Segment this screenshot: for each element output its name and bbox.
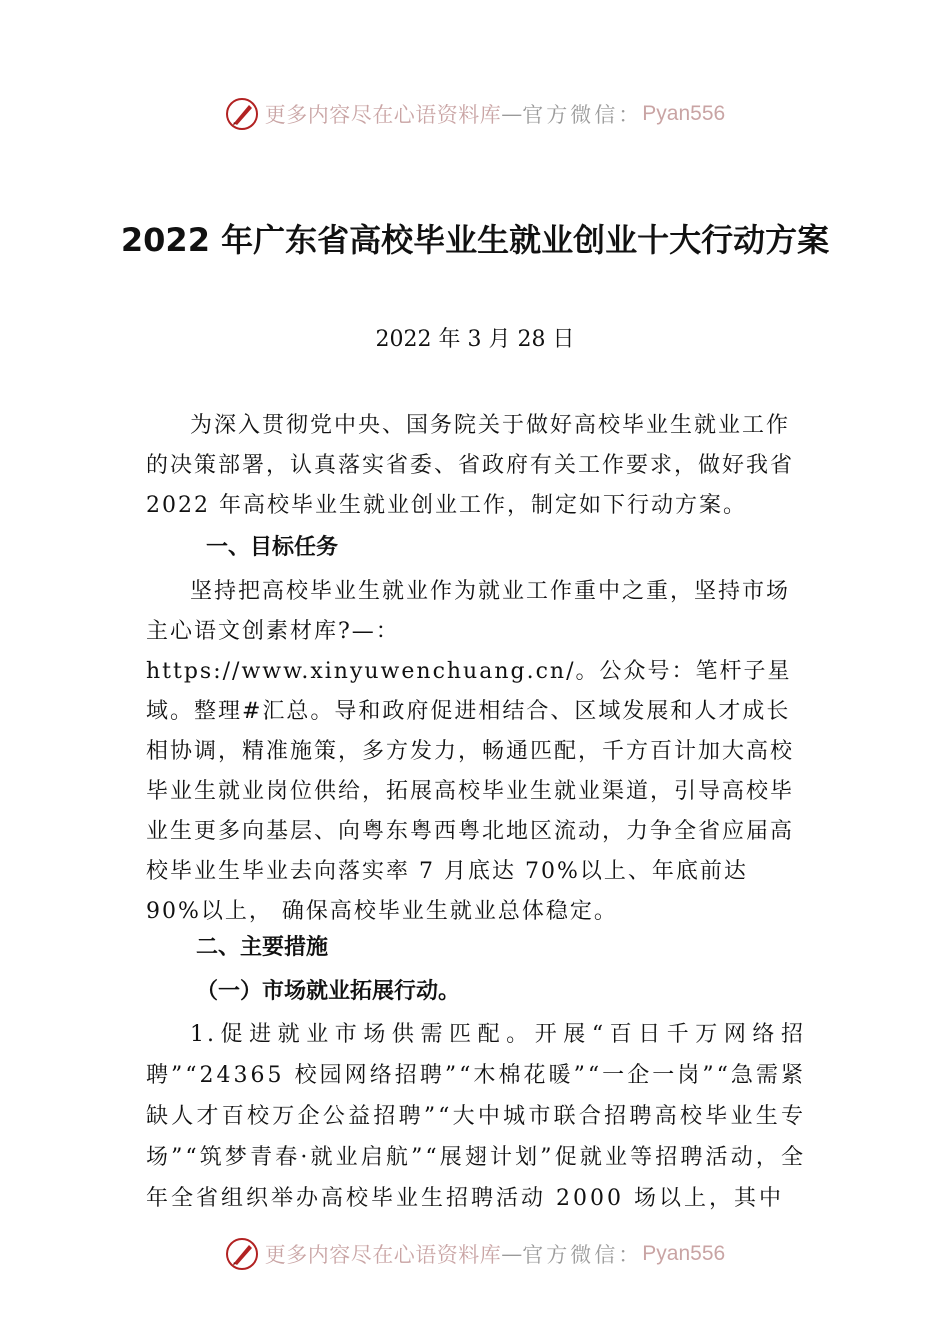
intro-paragraph: 为深入贯彻党中央、国务院关于做好高校毕业生就业工作的决策部署，认真落实省委、省政府有关工作要求，做好我省 2022 年高校毕业生就业创业工作，制定如下行动方案。 bbox=[146, 413, 795, 518]
watermark-text: 更多内容尽在心语资料库 bbox=[264, 1243, 502, 1267]
watermark-separator: — bbox=[501, 1242, 523, 1266]
watermark-separator: — bbox=[501, 102, 523, 126]
pen-seal-icon bbox=[225, 97, 259, 131]
watermark-id: Pyan556 bbox=[642, 1242, 726, 1265]
document-title: 2022 年广东省高校毕业生就业创业十大行动方案 bbox=[120, 221, 830, 259]
section-heading-goals: 一、目标任务 bbox=[206, 535, 339, 560]
goals-paragraph: 坚持把高校毕业生就业作为就业工作重中之重，坚持市场主心语文创素材库?—：https://www.xinyuwenchuang.cn/。公众号：笔杆子星域。整理#汇总。导和政府促进相结合、区域发展和人才成长相协调，精准施策，多方发力，畅通匹配，千方百计加大高校毕业生就业岗位供给，拓展高校毕业生就业渠道，引导高校毕业生更多向基层、向粤东粤西粤北地区流动，力争全省应届高校毕业生毕业去向落实率 7 月底达 70%以上、年底前达 90%以上， 确保高校毕业生就业总体稳定。 bbox=[146, 579, 795, 924]
watermark-banner-bottom bbox=[0, 1234, 950, 1274]
pen-seal-icon bbox=[225, 1237, 259, 1271]
document-date: 2022 年 3 月 28 日 bbox=[375, 327, 575, 352]
subsection-heading-market: （一）市场就业拓展行动。 bbox=[196, 979, 461, 1004]
section-heading-measures: 二、主要措施 bbox=[196, 935, 329, 960]
item-1-paragraph: 1.促进就业市场供需匹配。开展“百日千万网络招聘”“24365 校园网络招聘”“木棉花暖”“一企一岗”“急需紧缺人才百校万企公益招聘”“大中城市联合招聘高校毕业生专场”“筑梦青春·就业启航”“展翅计划”促就业等招聘活动，全年全省组织举办高校毕业生招聘活动 2000 场以上，其中 bbox=[146, 1022, 806, 1211]
watermark-banner-top bbox=[0, 94, 950, 134]
watermark-label: 官方微信： bbox=[522, 103, 643, 127]
watermark-label: 官方微信： bbox=[522, 1243, 643, 1267]
watermark-id: Pyan556 bbox=[642, 102, 726, 125]
watermark-text: 更多内容尽在心语资料库 bbox=[264, 103, 502, 127]
